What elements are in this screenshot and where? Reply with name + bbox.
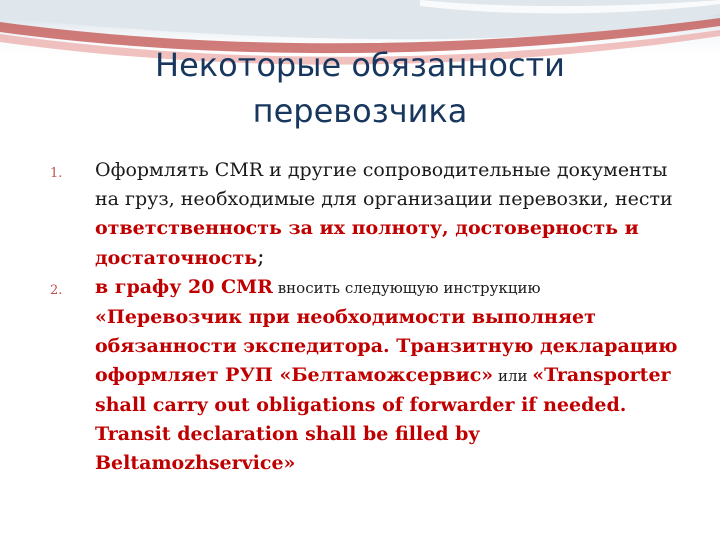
item-highlight: ответственность за их полноту, достоверность и достаточность [95, 217, 639, 269]
list-item [50, 156, 680, 273]
item-end: ; [257, 245, 265, 270]
slide-title [100, 42, 620, 134]
item-text: Оформлять CMR и другие сопроводительные документы на груз, необходимые для организации перевозки, нести [95, 159, 673, 210]
list-number: 1. [50, 166, 63, 181]
connector-text: или [493, 367, 533, 385]
duties-list [50, 156, 680, 478]
list-item [50, 273, 680, 478]
item-small-text: вносить следующую инструкцию [272, 279, 541, 297]
item-highlight: в графу 20 CMR [95, 276, 273, 298]
quote-english: «Transporter shall carry out obligations of forwarder if needed. Transit declaration shall be filled by Beltamozhservice» [95, 364, 671, 474]
list-number: 2. [50, 283, 63, 298]
title-line-1: Некоторые обязанности [155, 46, 565, 84]
title-line-2: перевозчика [252, 92, 468, 130]
quote-russian: «Перевозчик при необходимости выполняет обязанности экспедитора. Транзитную декларацию оформляет РУП «Белтаможсервис» [95, 306, 678, 386]
